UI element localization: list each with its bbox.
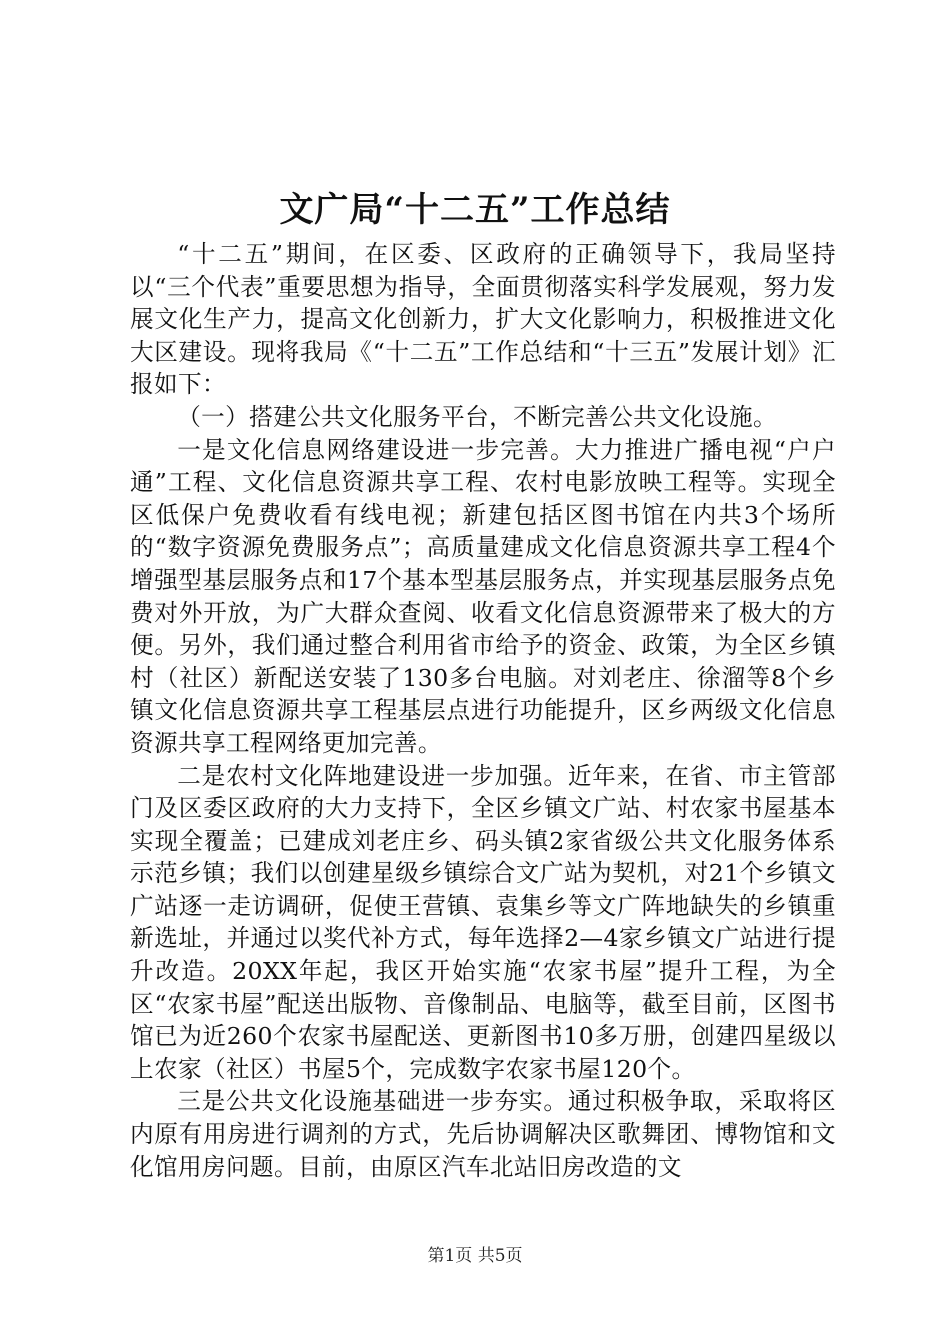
paragraph-item-two: 二是农村文化阵地建设进一步加强。近年来，在省、市主管部门及区委区政府的大力支持下，全区乡镇文广站、村农家书屋基本实现全覆盖；已建成刘老庄乡、码头镇2家省级公共文化服务体系示范乡镇；我们以创建星级乡镇综合文广站为契机，对21个乡镇文广站逐一走访调研，促使王营镇、袁集乡等文广阵地缺失的乡镇重新选址，并通过以奖代补方式，每年选择2—4家乡镇文广站进行提升改造。20XX年起，我区开始实施“农家书屋”提升工程，为全区“农家书屋”配送出版物、音像制品、电脑等，截至目前，区图书馆已为近260个农家书屋配送、更新图书10多万册，创建四星级以上农家（社区）书屋5个，完成数字农家书屋120个。 bbox=[130, 761, 836, 1083]
paragraph-intro: “十二五”期间，在区委、区政府的正确领导下，我局坚持以“三个代表”重要思想为指导，全面贯彻落实科学发展观，努力发展文化生产力，提高文化创新力，扩大文化影响力，积极推进文化大区建设。现将我局《“十二五”工作总结和“十三五”发展计划》汇报如下： bbox=[130, 240, 836, 399]
paragraph-section-heading: （一）搭建公共文化服务平台，不断完善公共文化设施。 bbox=[177, 402, 778, 431]
document-title: 文广局“十二五”工作总结 bbox=[279, 190, 671, 230]
paragraph-item-three: 三是公共文化设施基础进一步夯实。通过积极争取，采取将区内原有用房进行调剂的方式，先后协调解决区歌舞团、博物馆和文化馆用房问题。目前，由原区汽车北站旧房改造的文 bbox=[130, 1087, 836, 1181]
document-body bbox=[130, 238, 836, 1183]
page-footer: 第1页 共5页 bbox=[427, 1246, 523, 1266]
paragraph-item-one: 一是文化信息网络建设进一步完善。大力推进广播电视“户户通”工程、文化信息资源共享工程、农村电影放映工程等。实现全区低保户免费收看有线电视；新建包括区图书馆在内共3个场所的“数字资源免费服务点”；高质量建成文化信息资源共享工程4个增强型基层服务点和17个基本型基层服务点，并实现基层服务点免费对外开放，为广大群众查阅、收看文化信息资源带来了极大的方便。另外，我们通过整合利用省市给予的资金、政策，为全区乡镇村（社区）新配送安装了130多台电脑。对刘老庄、徐溜等8个乡镇文化信息资源共享工程基层点进行功能提升，区乡两级文化信息资源共享工程网络更加完善。 bbox=[130, 435, 836, 757]
